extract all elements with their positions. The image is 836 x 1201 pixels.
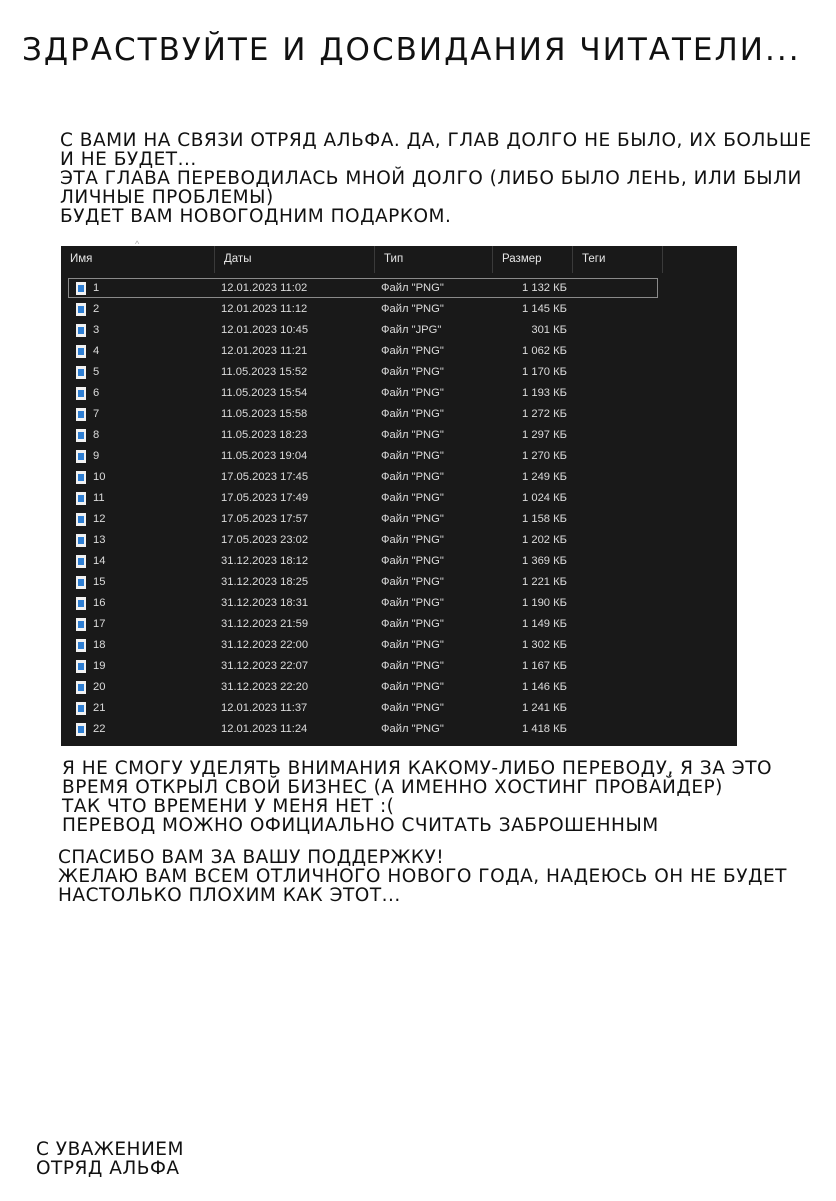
file-type: Файл "PNG" — [381, 303, 444, 315]
file-date: 17.05.2023 17:49 — [221, 492, 309, 504]
file-name: 6 — [93, 387, 100, 399]
image-file-icon — [76, 450, 86, 463]
file-date: 11.05.2023 19:04 — [221, 450, 308, 462]
file-name: 2 — [93, 303, 100, 315]
file-size: 1 418 КБ — [522, 723, 567, 735]
file-date: 12.01.2023 11:02 — [221, 282, 308, 294]
file-type: Файл "PNG" — [381, 639, 444, 651]
abandon-line: ПЕРЕВОД МОЖНО ОФИЦИАЛЬНО СЧИТАТЬ ЗАБРОШЕННЫМ — [62, 815, 659, 836]
file-size: 1 221 КБ — [522, 576, 567, 588]
file-name: 17 — [93, 618, 106, 630]
file-size: 1 158 КБ — [522, 513, 567, 525]
file-type: Файл "PNG" — [381, 366, 444, 378]
file-name: 14 — [93, 555, 106, 567]
file-name: 15 — [93, 576, 106, 588]
file-date: 31.12.2023 22:07 — [221, 660, 309, 672]
file-size: 1 145 КБ — [522, 303, 567, 315]
file-name: 5 — [93, 366, 100, 378]
file-name: 7 — [93, 408, 100, 420]
image-file-icon — [76, 702, 86, 715]
page-title: ЗДРАСТВУЙТЕ И ДОСВИДАНИЯ ЧИТАТЕЛИ... — [22, 32, 801, 68]
file-size: 1 132 КБ — [522, 282, 567, 294]
image-file-icon — [76, 408, 86, 421]
file-type: Файл "PNG" — [381, 387, 444, 399]
file-size: 1 202 КБ — [522, 534, 567, 546]
file-row[interactable] — [61, 362, 737, 383]
file-date: 11.05.2023 15:54 — [221, 387, 308, 399]
file-date: 17.05.2023 17:57 — [221, 513, 309, 525]
file-type: Файл "PNG" — [381, 555, 444, 567]
file-size: 301 КБ — [531, 324, 567, 336]
image-file-icon — [76, 534, 86, 547]
image-file-icon — [76, 303, 86, 316]
image-file-icon — [76, 366, 86, 379]
thanks-line: ЖЕЛАЮ ВАМ ВСЕМ ОТЛИЧНОГО НОВОГО ГОДА, НАДЕЮСЬ ОН НЕ БУДЕТ НАСТОЛЬКО ПЛОХИМ КАК ЭТОТ... — [58, 866, 787, 906]
intro-line: БУДЕТ ВАМ НОВОГОДНИМ ПОДАРКОМ. — [60, 206, 452, 227]
file-name: 12 — [93, 513, 106, 525]
sort-ascending-icon: ^ — [135, 239, 140, 249]
intro-line: ЭТА ГЛАВА ПЕРЕВОДИЛАСЬ МНОЙ ДОЛГО (ЛИБО БЫЛО ЛЕНЬ, ИЛИ БЫЛИ ЛИЧНЫЕ ПРОБЛЕМЫ) — [60, 168, 802, 208]
file-type: Файл "PNG" — [381, 702, 444, 714]
file-date: 12.01.2023 10:45 — [221, 324, 309, 336]
file-size: 1 146 КБ — [522, 681, 567, 693]
file-size: 1 062 КБ — [522, 345, 567, 357]
file-name: 19 — [93, 660, 106, 672]
file-date: 17.05.2023 17:45 — [221, 471, 309, 483]
signature-line: ОТРЯД АЛЬФА — [36, 1158, 180, 1179]
file-row[interactable] — [61, 656, 737, 677]
file-name: 22 — [93, 723, 106, 735]
file-date: 31.12.2023 22:00 — [221, 639, 309, 651]
file-size: 1 302 КБ — [522, 639, 567, 651]
file-row[interactable] — [61, 467, 737, 488]
file-date: 31.12.2023 22:20 — [221, 681, 309, 693]
file-size: 1 149 КБ — [522, 618, 567, 630]
file-type: Файл "JPG" — [381, 324, 442, 336]
image-file-icon — [76, 282, 86, 295]
thanks-text — [58, 848, 798, 905]
file-row[interactable] — [61, 614, 737, 635]
image-file-icon — [76, 324, 86, 337]
image-file-icon — [76, 639, 86, 652]
file-row[interactable] — [61, 383, 737, 404]
file-type: Файл "PNG" — [381, 576, 444, 588]
selection-outline — [68, 278, 658, 298]
image-file-icon — [76, 387, 86, 400]
file-date: 31.12.2023 21:59 — [221, 618, 309, 630]
column-header-date[interactable]: Даты — [215, 246, 375, 273]
image-file-icon — [76, 492, 86, 505]
file-type: Файл "PNG" — [381, 513, 444, 525]
column-header-bar — [61, 239, 737, 273]
file-size: 1 369 КБ — [522, 555, 567, 567]
image-file-icon — [76, 618, 86, 631]
image-file-icon — [76, 660, 86, 673]
file-row[interactable] — [61, 341, 737, 362]
file-name: 21 — [93, 702, 106, 714]
file-size: 1 170 КБ — [522, 366, 567, 378]
signature-line: С УВАЖЕНИЕМ — [36, 1139, 184, 1160]
file-row[interactable] — [61, 299, 737, 320]
file-row[interactable] — [61, 320, 737, 341]
file-date: 11.05.2023 15:58 — [221, 408, 308, 420]
file-name: 20 — [93, 681, 106, 693]
abandon-text — [62, 759, 782, 835]
file-type: Файл "PNG" — [381, 429, 444, 441]
file-date: 12.01.2023 11:37 — [221, 702, 308, 714]
file-row[interactable] — [61, 719, 737, 740]
file-type: Файл "PNG" — [381, 597, 444, 609]
signature — [36, 1140, 336, 1178]
image-file-icon — [76, 597, 86, 610]
image-file-icon — [76, 513, 86, 526]
file-type: Файл "PNG" — [381, 282, 444, 294]
file-row[interactable] — [61, 278, 737, 299]
image-file-icon — [76, 555, 86, 568]
file-type: Файл "PNG" — [381, 660, 444, 672]
file-type: Файл "PNG" — [381, 408, 444, 420]
file-date: 11.05.2023 15:52 — [221, 366, 308, 378]
file-name: 13 — [93, 534, 106, 546]
column-header-name[interactable]: Имя — [61, 246, 215, 273]
column-header-tags[interactable]: Теги — [573, 246, 663, 273]
abandon-line: ТАК ЧТО ВРЕМЕНИ У МЕНЯ НЕТ :( — [62, 796, 395, 817]
file-size: 1 167 КБ — [522, 660, 567, 672]
file-name: 1 — [93, 282, 100, 294]
file-size: 1 190 КБ — [522, 597, 567, 609]
file-name: 18 — [93, 639, 106, 651]
file-name: 3 — [93, 324, 100, 336]
file-date: 31.12.2023 18:25 — [221, 576, 309, 588]
file-type: Файл "PNG" — [381, 534, 444, 546]
file-row[interactable] — [61, 404, 737, 425]
file-row[interactable] — [61, 509, 737, 530]
intro-text — [60, 131, 830, 226]
file-row[interactable] — [61, 446, 737, 467]
file-size: 1 272 КБ — [522, 408, 567, 420]
file-type: Файл "PNG" — [381, 345, 444, 357]
file-name: 10 — [93, 471, 106, 483]
file-date: 12.01.2023 11:21 — [221, 345, 308, 357]
file-row[interactable] — [61, 551, 737, 572]
thanks-line: СПАСИБО ВАМ ЗА ВАШУ ПОДДЕРЖКУ! — [58, 847, 445, 868]
file-name: 9 — [93, 450, 100, 462]
file-type: Файл "PNG" — [381, 681, 444, 693]
file-name: 8 — [93, 429, 100, 441]
image-file-icon — [76, 723, 86, 736]
file-name: 11 — [93, 492, 105, 504]
file-size: 1 249 КБ — [522, 471, 567, 483]
abandon-line: Я НЕ СМОГУ УДЕЛЯТЬ ВНИМАНИЯ КАКОМУ-ЛИБО ПЕРЕВОДУ, Я ЗА ЭТО ВРЕМЯ ОТКРЫЛ СВОЙ БИЗНЕС (А ИМЕННО ХОСТИНГ ПРОВАЙДЕР) — [62, 758, 773, 798]
image-file-icon — [76, 429, 86, 442]
file-list — [61, 278, 737, 740]
file-type: Файл "PNG" — [381, 492, 444, 504]
file-row[interactable] — [61, 425, 737, 446]
file-date: 31.12.2023 18:12 — [221, 555, 309, 567]
file-name: 4 — [93, 345, 100, 357]
column-header-size[interactable]: Размер — [493, 246, 573, 273]
file-date: 17.05.2023 23:02 — [221, 534, 309, 546]
file-date: 11.05.2023 18:23 — [221, 429, 308, 441]
file-size: 1 024 КБ — [522, 492, 567, 504]
file-row[interactable] — [61, 635, 737, 656]
file-size: 1 270 КБ — [522, 450, 567, 462]
file-name: 16 — [93, 597, 106, 609]
file-row[interactable] — [61, 698, 737, 719]
file-type: Файл "PNG" — [381, 723, 444, 735]
image-file-icon — [76, 576, 86, 589]
image-file-icon — [76, 681, 86, 694]
file-row[interactable] — [61, 572, 737, 593]
column-header-type[interactable]: Тип — [375, 246, 493, 273]
file-row[interactable] — [61, 488, 737, 509]
file-row[interactable] — [61, 593, 737, 614]
file-explorer-screenshot — [61, 239, 737, 746]
file-type: Файл "PNG" — [381, 450, 444, 462]
image-file-icon — [76, 345, 86, 358]
image-file-icon — [76, 471, 86, 484]
file-row[interactable] — [61, 530, 737, 551]
file-row[interactable] — [61, 677, 737, 698]
file-size: 1 193 КБ — [522, 387, 567, 399]
file-size: 1 241 КБ — [522, 702, 567, 714]
intro-line: С ВАМИ НА СВЯЗИ ОТРЯД АЛЬФА. ДА, ГЛАВ ДОЛГО НЕ БЫЛО, ИХ БОЛЬШЕ И НЕ БУДЕТ... — [60, 130, 812, 170]
file-date: 12.01.2023 11:24 — [221, 723, 308, 735]
file-size: 1 297 КБ — [522, 429, 567, 441]
file-type: Файл "PNG" — [381, 618, 444, 630]
file-date: 31.12.2023 18:31 — [221, 597, 309, 609]
file-date: 12.01.2023 11:12 — [221, 303, 308, 315]
file-type: Файл "PNG" — [381, 471, 444, 483]
